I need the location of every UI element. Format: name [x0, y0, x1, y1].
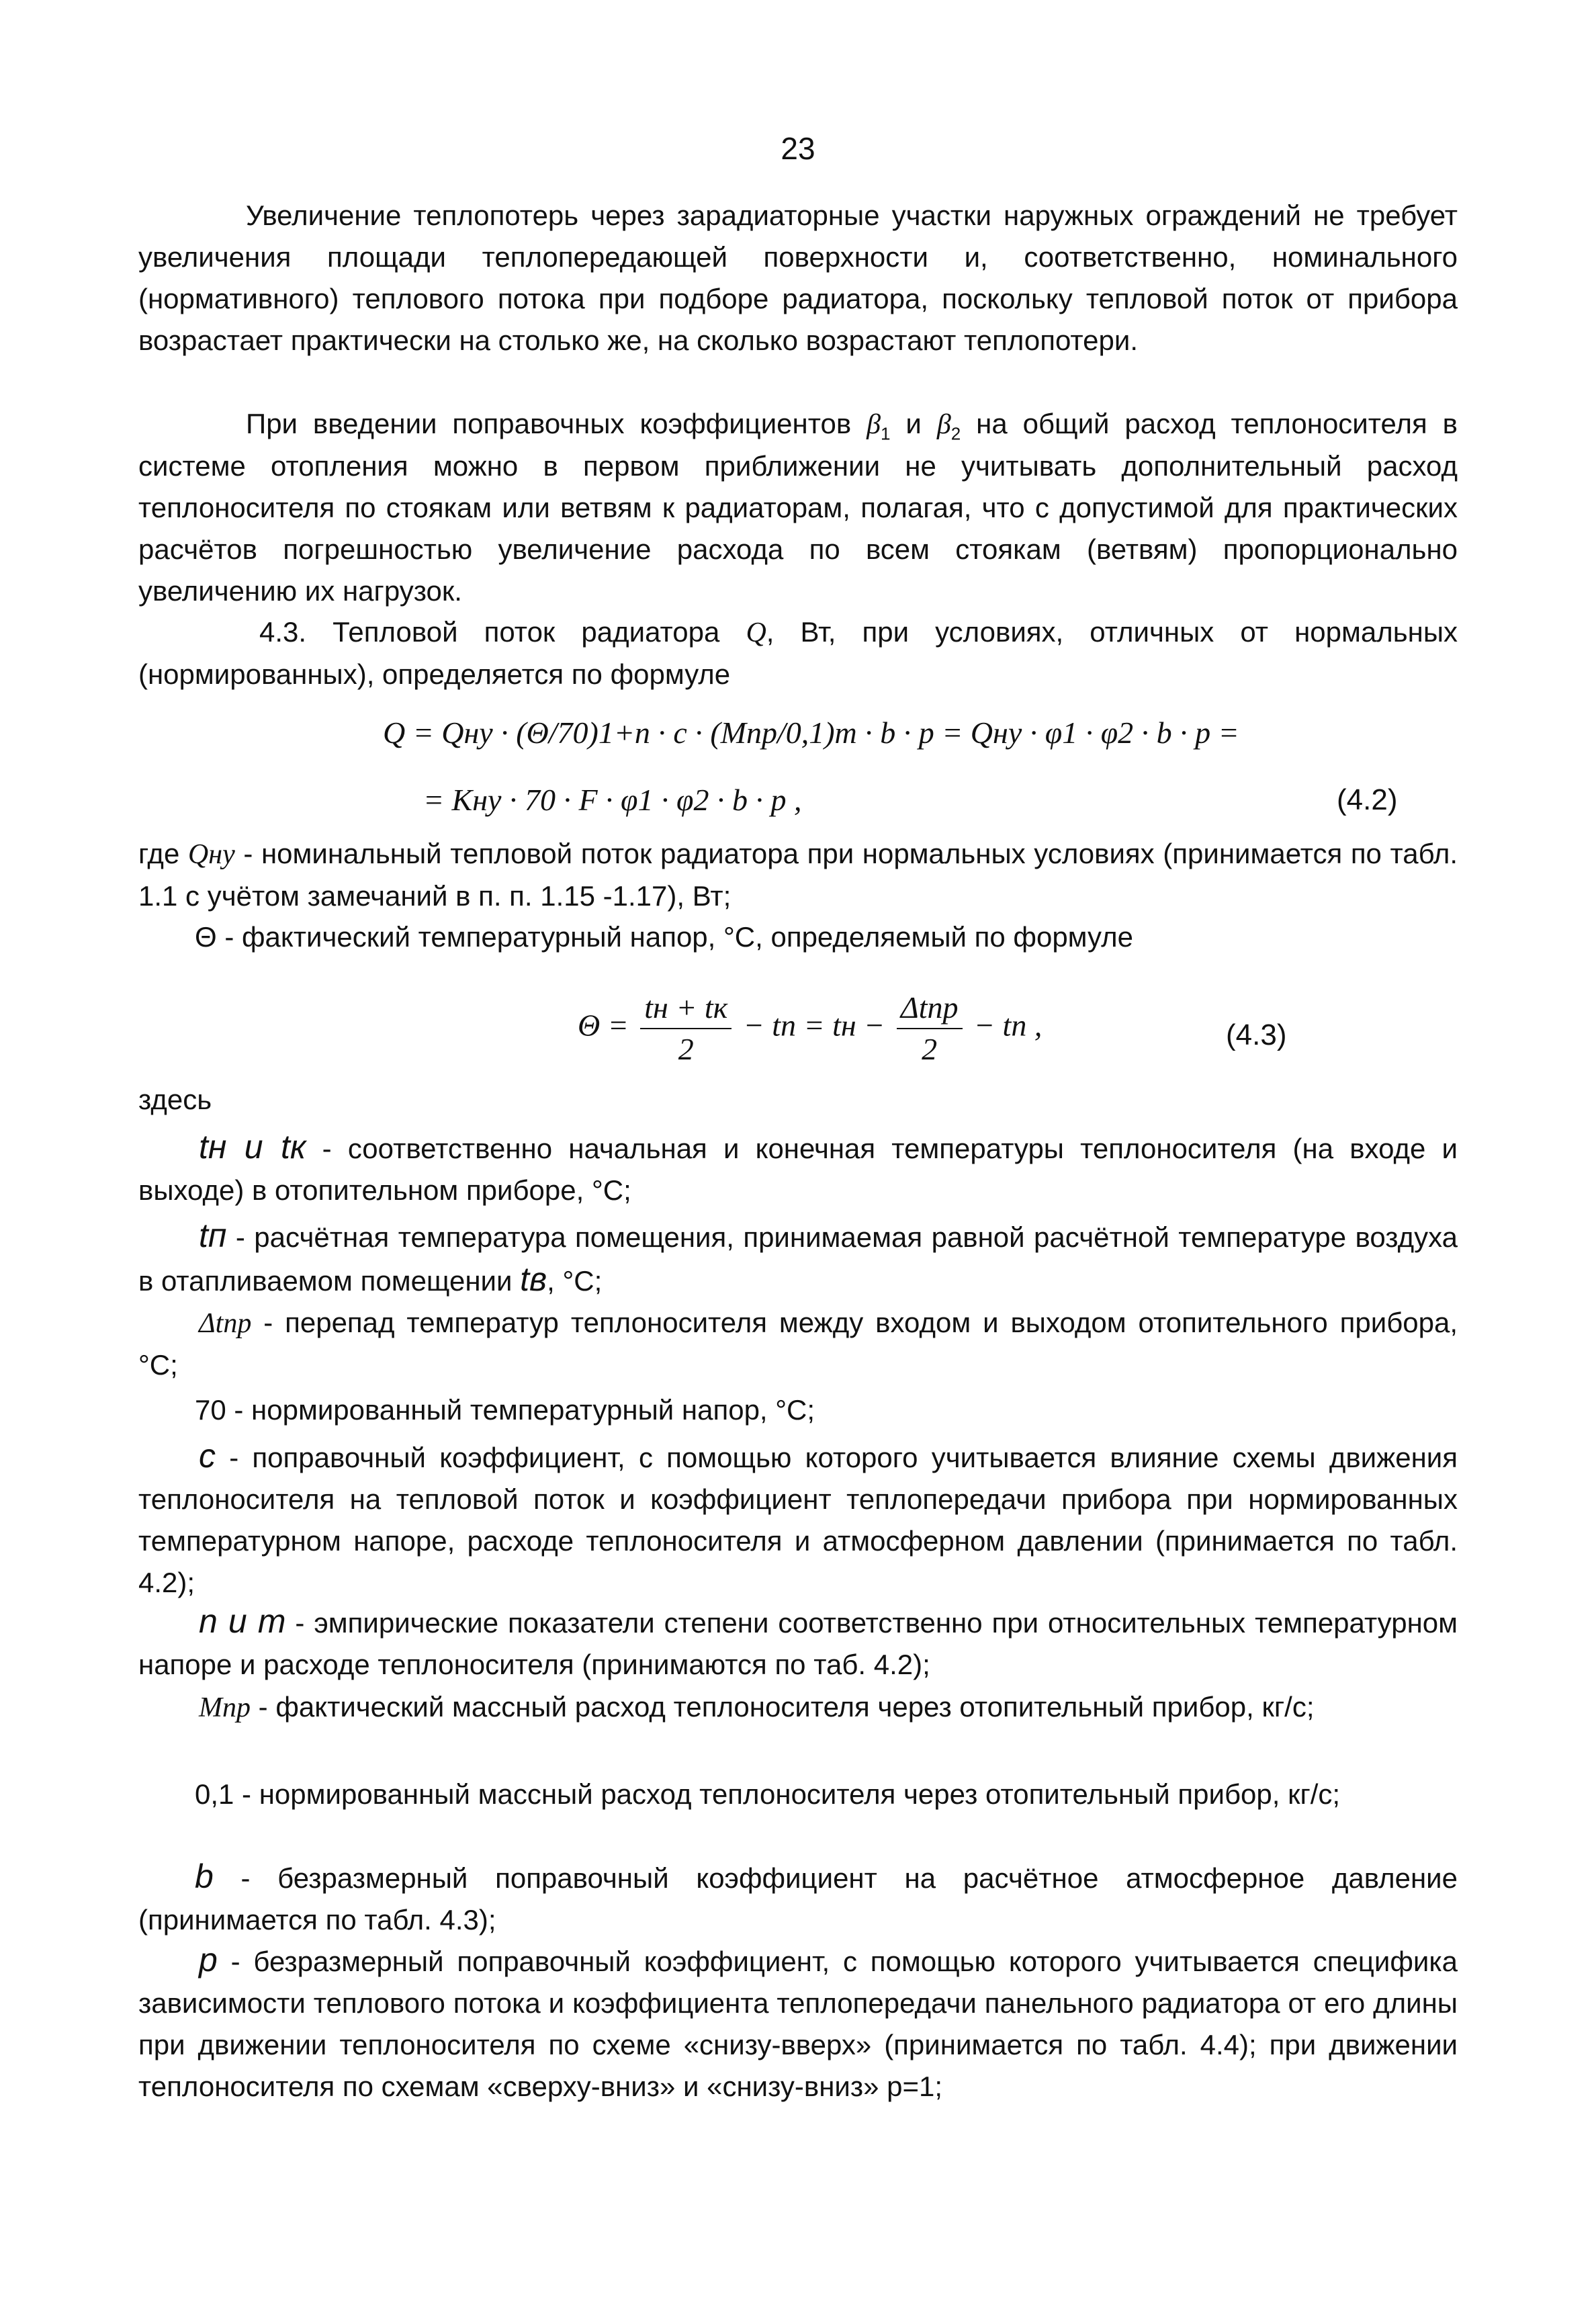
definition-theta: Θ - фактический температурный напор, °С, определяемый по формуле [195, 921, 1133, 953]
equation-number-4-3: (4.3) [1226, 1018, 1287, 1051]
formula-4-2-line-2: = Kну · 70 · F · φ1 · φ2 · b · p , [423, 783, 802, 817]
definition-mpr: Mпр - фактический массный расход теплоносителя через отопительный прибор, кг/с; [199, 1691, 1315, 1723]
definition-70: 70 - нормированный температурный напор, °С; [195, 1394, 815, 1426]
equation-number-4-2: (4.2) [1337, 783, 1398, 816]
paragraph-1: Увеличение теплопотерь через зарадиаторные участки наружных ограждений не требует увеличения площади теплопередающей поверхности и, соответственно, номинального (нормативного) теплового потока при подборе радиатора, поскольку тепловой поток от прибора возрастает практически на столько же, на сколько возрастают теплопотери. [138, 200, 1458, 356]
definition-tp: tп - расчётная температура помещения, принимаемая равной расчётной температуре воздуха в отапливаемом помещении tв, °С; [138, 1217, 1458, 1298]
definition-b: b - безразмерный поправочный коэффициент на расчётное атмосферное давление (принимается по табл. 4.3); [138, 1858, 1458, 1936]
definition-qnu: где Qну - номинальный тепловой поток радиатора при нормальных условиях (принимается по табл. 1.1 с учётом замечаний в п. п. 1.15 -1.17), Вт; [138, 838, 1458, 912]
definition-n-m: n и m - эмпирические показатели степени соответственно при относительных температурном напоре и расходе теплоносителя (принимаются по таб. 4.2); [138, 1602, 1458, 1680]
zdes-label: здесь [138, 1084, 212, 1115]
definition-p: р - безразмерный поправочный коэффициент, с помощью которого учитывается специфика зависимости теплового потока и коэффициента теплопередачи панельного радиатора от его длины при движении теплоносителя по схеме «снизу-вверх» (принимается по табл. 4.4); при движении теплоносителя по схемам «сверху-вниз» и «снизу-вниз» p=1; [138, 1941, 1458, 2102]
page-number: 23 [781, 131, 815, 166]
formula-4-2-line-1: Q = Qну · (Θ/70)1+n · c · (Mпр/0,1)m · b · p = Qну · φ1 · φ2 · b · p = [383, 715, 1239, 750]
paragraph-4-3: 4.3. Тепловой поток радиатора Q, Вт, при условиях, отличных от нормальных (нормированных), определяется по формуле [138, 616, 1458, 690]
fraction-1: $\frac{tн + tк}{2}$ [640, 988, 732, 1070]
paragraph-2: При введении поправочных коэффициентов $\beta_1$ и $\beta_2$ на общий расход теплоносителя в системе отопления можно в первом приближении не учитывать дополнительный расход теплоносителя по стоякам или ветвям к радиаторам, полагая, что с допустимой для практических расчётов погрешностью увеличение расхода по всем стоякам (ветвям) пропорционально увеличению их нагрузок. [138, 408, 1458, 607]
formula-4-3: Θ = $\frac{tн + tк}{2}$ − tп = tн − $\frac{\text{Δtпр}}{2}$ − tп , [578, 988, 1042, 1070]
definition-tn-tk: tн и tк - соответственно начальная и конечная температуры теплоносителя (на входе и выходе) в отопительном приборе, °С; [138, 1128, 1458, 1206]
definition-c: с - поправочный коэффициент, с помощью которого учитывается влияние схемы движения теплоносителя на тепловой поток и коэффициент теплопередачи прибора при нормированных температурном напоре, расходе теплоносителя и атмосферном давлении (принимается по табл. 4.2); [138, 1437, 1458, 1598]
definition-delta-t: Δtпр - перепад температур теплоносителя между входом и выходом отопительного прибора, °С; [138, 1307, 1458, 1381]
definition-0-1: 0,1 - нормированный массный расход теплоносителя через отопительный прибор, кг/с; [195, 1778, 1341, 1810]
fraction-2: $\frac{\text{Δtпр}}{2}$ [897, 988, 963, 1070]
